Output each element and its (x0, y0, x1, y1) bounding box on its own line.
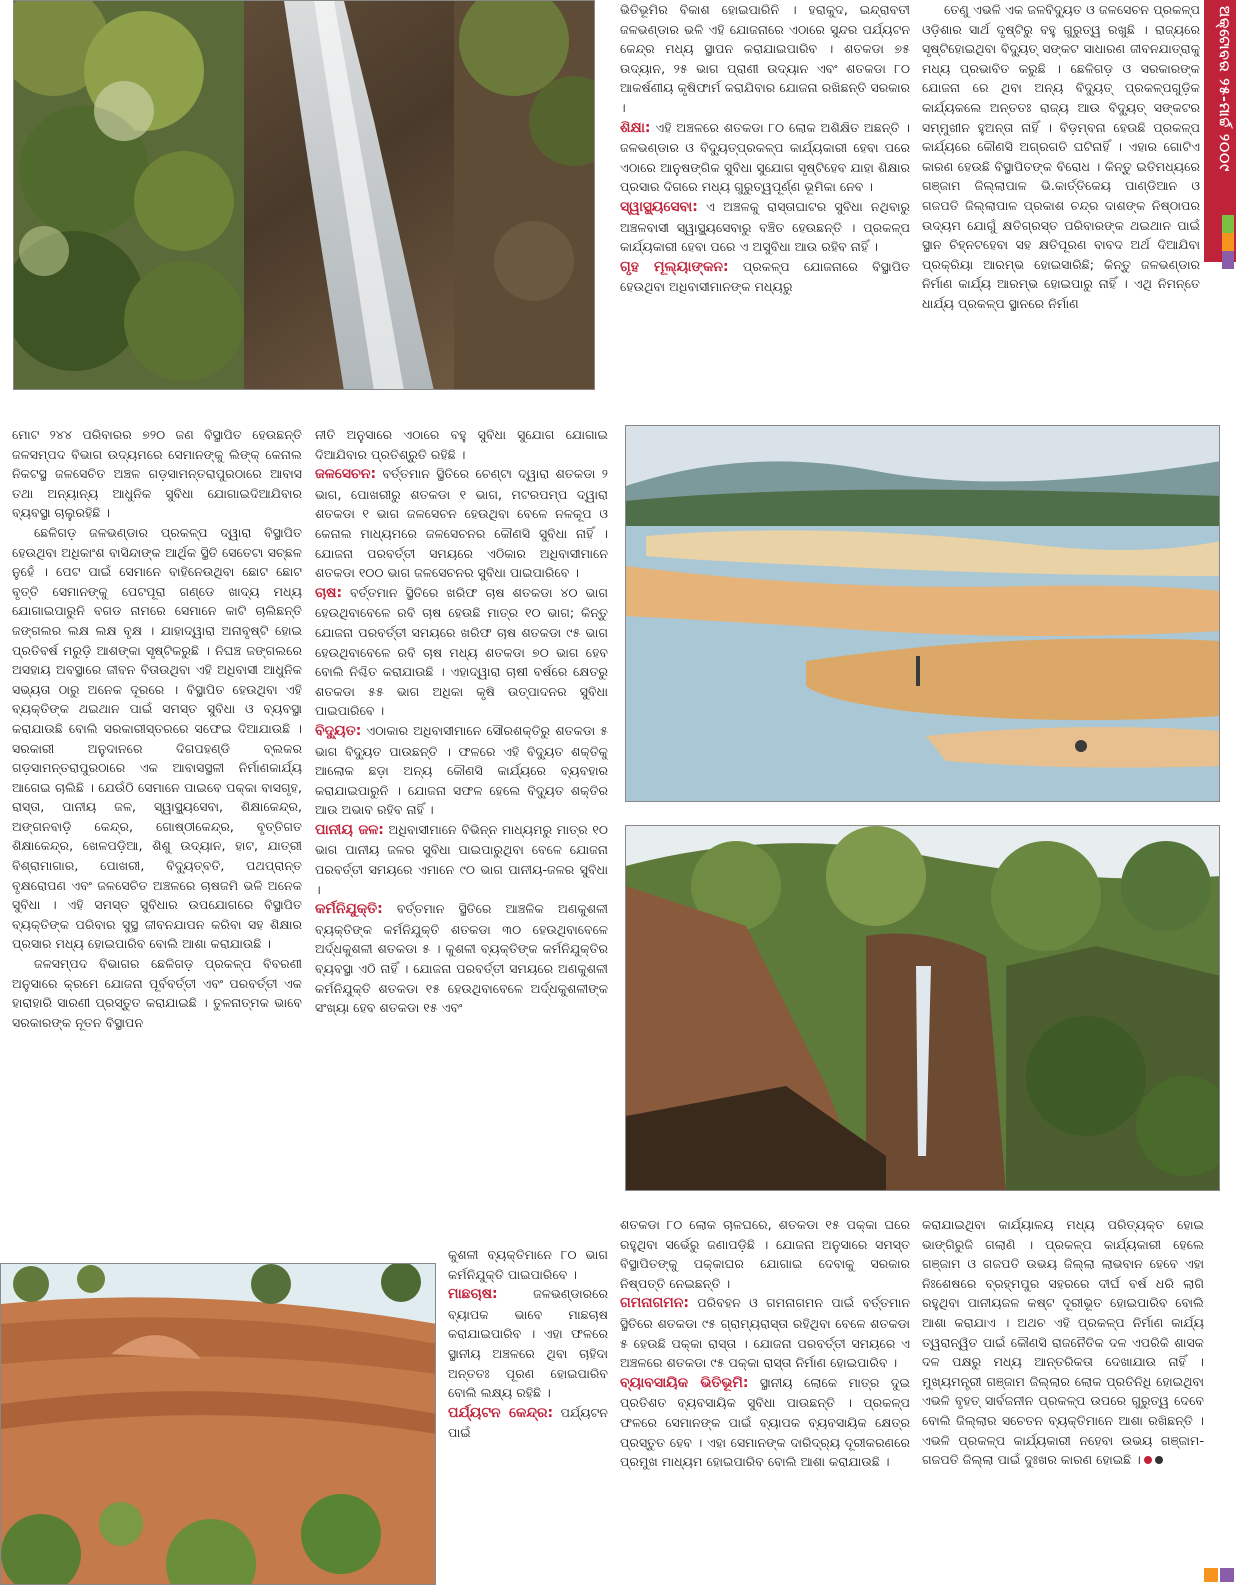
field-illustration (1, 1264, 436, 1585)
paragraph: ନୀତି ଅନୁସାରେ ଏଠାରେ ବହୁ ସୁବିଧା ସୁଯୋଗ ଯୋଗାଇ ଦିଆଯିବାର ପ୍ରତିଶ୍ରୁତି ରହିଛି । (315, 427, 608, 462)
photo-waterfall-top (13, 0, 595, 390)
paragraph: ଭିତିଭୂମିର ବିକାଶ ହୋଇପାରିନି । ହରାକୁଦ, ଇନ୍ଦ୍ରାବତୀ ଜଳଭଣ୍ଡାର ଭଳି ଏହି ଯୋଜନାରେ ଏଠାରେ ସୁନ୍ଦର ପର୍ଯ୍ୟଟନ କେନ୍ଦ୍ର ମଧ୍ୟ ସ୍ଥାପନ କରାଯାଇପାରିବ । ଶତକଡା ୭୫ ଉଦ୍ୟାନ, ୨୫ ଭାଗ ପ୍ରାଣୀ ଉଦ୍ୟାନ ଏବଂ ଶତକଡା ୮୦ ଆକର୍ଷଣୀୟ କୃଷିଫାର୍ମ କରାଯିବାର ଯୋଜନା ରଖିଛନ୍ତି ସରକାର । (620, 2, 910, 115)
paragraph: ଗୃହ ମୂଲ୍ୟାଙ୍କନ: ପ୍ରକଳ୍ପ ଯୋଜନାରେ ବିସ୍ଥାପିତ ହେଉଥିବା ଅଧିବାସୀମାନଙ୍କ ମଧ୍ୟରୁ (620, 258, 910, 295)
paragraph: ତେଣୁ ଏଭଳି ଏକ ଜଳବିଦ୍ୟୁତ ଓ ଜଳସେଚନ ପ୍ରକଳ୍ପ ଓଡ଼ିଶାର ସାର୍ଥ ଦୃଷ୍ଟିରୁ ବହୁ ଗୁରୁତ୍ୱ ରଖୁଛି । ରାଜ୍ୟରେ ସୃଷ୍ଟିହୋଇଥିବା ବିଦ୍ୟୁତ୍ ସଙ୍କଟ ସାଧାରଣ ଜୀବନଯାତ୍ରାକୁ ମଧ୍ୟ ପ୍ରଭାବିତ କରୁଛି । ଛେଳିଗଡ଼ ଓ ସରକାରଙ୍କ ଯୋଜନା ରେ ଥିବା ଅନ୍ୟ ବିଦ୍ୟୁତ୍ ପ୍ରକଳ୍ପଗୁଡ଼ିକ କାର୍ଯ୍ୟକଲେ ଅନ୍ତତଃ ରାଜ୍ୟ ଆଉ ବିଦ୍ୟୁତ୍ ସଙ୍କଟର ସମ୍ମୁଖୀନ ହୁଅନ୍ତା ନାହିଁ । ବିଡ଼ମ୍ବନା ହେଉଛି ପ୍ରକଳ୍ପ କାର୍ଯ୍ୟରେ କୌଣସି ଅଗ୍ରଗତି ଘଟିନାହିଁ । ଏହାର ଗୋଟିଏ କାରଣ ହେଉଛି ବିସ୍ଥାପିତଙ୍କ ବିରୋଧ । କିନ୍ତୁ ଇତିମଧ୍ୟରେ ଗଞ୍ଜାମ ଜିଲ୍ଲାପାଳ ଭି.କାର୍ତ୍ତିକେୟ ପାଣ୍ଡିଆନ ଓ ଗଜପତି ଜିଲ୍ଲାପାଳ ପ୍ରକାଶ ଚନ୍ଦ୍ର ଦାଶଙ୍କ ନିଷ୍ଠାପର ଉଦ୍ୟମ ଯୋଗୁଁ କ୍ଷତିଗ୍ରସ୍ତ ପରିବାରଙ୍କ ଥଇଥାନ ପାଇଁ ସ୍ଥାନ ଚିହ୍ନଟହେବା ସହ କ୍ଷତିପୂରଣ ବାବଦ ଅର୍ଥ ଦିଆଯିବା ପ୍ରକ୍ରିୟା ଆରମ୍ଭ ହୋଇସାରିଛି; କିନ୍ତୁ ଜଳଭଣ୍ଡାର ନିର୍ମାଣ କାର୍ଯ୍ୟ ଆରମ୍ଭ ହୋଇପାରୁ ନାହିଁ । ଏଥି ନିମନ୍ତେ ଧାର୍ଯ୍ୟ ପ୍ରକଳ୍ପ ସ୍ଥାନରେ ନିର୍ମାଣ (922, 2, 1200, 311)
footer-swatch-orange (1204, 1568, 1218, 1582)
paragraph: ଶିକ୍ଷା: ଏହି ଅଞ୍ଚଳରେ ଶତକଡା ୮୦ ଲୋକ ଅଶିକ୍ଷିତ ଅଛନ୍ତି । ଜଳଭଣ୍ଡାର ଓ ବିଦ୍ୟୁତ୍‌ପ୍ରକଳ୍ପ କାର୍ଯ୍ୟକାରୀ ହେବା ପରେ ଏଠାରେ ଆନୁଷଙ୍ଗିକ ସୁବିଧା ସୁଯୋଗ ସୃଷ୍ଟିହେବ ଯାହା ଶିକ୍ଷାର ପ୍ରସାର ଦିଗରେ ମଧ୍ୟ ଗୁରୁତ୍ୱପୂର୍ଣ୍ଣ ଭୂମିକା ନେବ । (620, 119, 910, 195)
column-bottom-middle (620, 1215, 910, 1585)
paragraph: କରାଯାଇଥିବା କାର୍ଯ୍ୟାଳୟ ମଧ୍ୟ ପରିତ୍ୟକ୍ତ ହୋଇ ଭାଙ୍ଗିରୁଜି ଗଲାଣି । ପ୍ରକଳ୍ପ କାର୍ଯ୍ୟକାରୀ ହେଲେ ଗଞ୍ଜାମ ଓ ଗଜପତି ଉଭୟ ଜିଲ୍ଲା ଲାଭବାନ ହେବେ ଏହା ନିଃଶେଷରେ ବ୍ରହ୍ମପୁର ସହରରେ ଦୀର୍ଘ ବର୍ଷ ଧରି ଲାଗି ରହୁଥିବା ପାନୀୟଜଳ କଷ୍ଟ ଦୂରୀଭୂତ ହୋଇପାରିବ ବୋଲି ଆଶା କରାଯାଏ । ଅଥଚ ଏହି ପ୍ରକଳ୍ପ ନିର୍ମାଣ କାର୍ଯ୍ୟ ତ୍ୱରାନ୍ୱିତ ପାଇଁ କୌଣସି ରାଜନୈତିକ ଦଳ ଏପରିକି ଶାସକ ଦଳ ପକ୍ଷରୁ ମଧ୍ୟ ଆନ୍ତରିକତା ଦେଖାଯାଉ ନାହିଁ । ମୁଖ୍ୟମନ୍ତ୍ରୀ ଗଞ୍ଜାମ ଜିଲ୍ଲାର ଲୋକ ପ୍ରତିନିଧି ହୋଇଥିବା ଏଭଳି ବୃହତ୍ ସାର୍ବଜନୀନ ପ୍ରକଳ୍ପ ଉପରେ ଗୁରୁତ୍ୱ ଦେବେ ବୋଲି ଜିଲ୍ଲାର ସଚେତନ ବ୍ୟକ୍ତିମାନେ ଆଶା ରଖିଛନ୍ତି । ଏଭଳି ପ୍ରକଳ୍ପ କାର୍ଯ୍ୟକାରୀ ନହେବା ଉଭୟ ଗଞ୍ଜାମ-ଗଜପତି ଜିଲ୍ଲା ପାଇଁ ଦୁଃଖର କାରଣ ହୋଇଛି । (922, 1217, 1204, 1468)
paragraph: ଗମନାଗମନ: ପରିବହନ ଓ ଗମନାଗମନ ପାଇଁ ବର୍ତ୍ତମାନ ସ୍ଥିତିରେ ଶତକଡା ୯୫ ଗ୍ରାମ୍ୟରାସ୍ତା ରହିଥିବା ବେଳେ ଶତକଡା ୫ ହେଉଛି ପକ୍କା ରାସ୍ତା । ଯୋଜନା ପରବର୍ତ୍ତୀ ସମୟରେ ଏ ଅଞ୍ଚଳରେ ଶତକଡା ୯୫ ପକ୍କା ରାସ୍ତା ନିର୍ମାଣ ହୋଇପାରିବ । (620, 1295, 910, 1371)
swatch-purple (1222, 251, 1234, 269)
swatch-green (1222, 215, 1234, 233)
section-heading: ବ୍ୟାବସାୟିକ ଭିତିଭୂମି: (620, 1374, 749, 1391)
paragraph: ଛେଳିଗଡ଼ ଜଳଭଣ୍ଡାର ପ୍ରକଳ୍ପ ଦ୍ୱାରା ବିସ୍ଥାପିତ ହେଉଥିବା ଅଧିକାଂଶ ବାସିନ୍ଦାଙ୍କ ଆର୍ଥିକ ସ୍ଥିତି ସେତେଟା ସଚ୍ଛଳ ନୁହେଁ । ପେଟ ପାଇଁ ସେମାନେ ବାହିନେଉଥିବା ଛୋଟ ଛୋଟ ବୃତ୍ତି ସେମାନଙ୍କୁ ପେଟପୂରା ଗଣ୍ଡେ ଖାଦ୍ୟ ମଧ୍ୟ ଯୋଗାଇପାରୁନି ବଗଡ ନାମରେ ସେମାନେ କାଟି ଚାଲିଛନ୍ତି ଜଙ୍ଗଲର ଲକ୍ଷ ଲକ୍ଷ ବୃକ୍ଷ । ଯାହାଦ୍ୱାରା ଅନାବୃଷ୍ଟି ହୋଇ ପ୍ରତିବର୍ଷ ମରୁଡ଼ି ଆଶଙ୍କା ସୃଷ୍ଟିକରୁଛି । ନିଘଞ୍ଚ ଜଙ୍ଗଲରେ ଅସହାୟ ଅବସ୍ଥାରେ ଜୀବନ ବିତାଉଥିବା ଏହି ଅଧିବାସୀ ଆଧୁନିକ ସଭ୍ୟତା ଠାରୁ ଅନେକ ଦୂରରେ । ବିସ୍ଥାପିତ ହେଉଥିବା ଏହି ବ୍ୟକ୍ତିଙ୍କ ଥଇଥାନ ପାଇଁ ସମସ୍ତ ସୁବିଧା ଓ ବ୍ୟବସ୍ଥା କରାଯାଉଛି ବୋଲି ସରକାରୀସ୍ତରରେ ସଫେଇ ଦିଆଯାଉଛି । ସରକାରୀ ଅନୁଦାନରେ ଦିଗପହଣ୍ଡି ବ୍ଲକର ଗଡ଼ସାମନ୍ତରାପୁରଠାରେ ଏକ ଆବାସସ୍ଥଳୀ ନିର୍ମାଣକାର୍ଯ୍ୟ ଆଗେଇ ଚାଲିଛି । ଯେଉଁଠି ସେମାନେ ପାଇବେ ପକ୍କା ବାସଗୃହ, ରାସ୍ତା, ପାନୀୟ ଜଳ, ସ୍ୱାସ୍ଥ୍ୟସେବା, ଶିକ୍ଷାକେନ୍ଦ୍ର, ଅଙ୍ଗନବାଡ଼ି କେନ୍ଦ୍ର, ଗୋଷ୍ଠୀକେନ୍ଦ୍ର, ବୃତ୍ତିଗତ ଶିକ୍ଷାକେନ୍ଦ୍ର, ଖେଳପଡ଼ିଆ, ଶିଶୁ ଉଦ୍ୟାନ, ହାଟ, ଯାତ୍ରୀ ବିଶ୍ରାମାଗାର, ପୋଖରୀ, ବିଦ୍ୟୁତ୍‌ବତି, ପଥପ୍ରାନ୍ତ ବୃକ୍ଷରୋପଣ ଏବଂ ଜଳସେଚିତ ଅଞ୍ଚଳରେ ଚାଷଜମି ଭଳି ଅନେକ ସୁବିଧା । ଏହି ସମସ୍ତ ସୁବିଧାର ଉପଯୋଗରେ ବିସ୍ଥାପିତ ବ୍ୟକ୍ତିଙ୍କ ପରିବାର ସୁସ୍ଥ ଜୀବନଯାପନ କରିବା ସହ ଶିକ୍ଷାର ପ୍ରସାର ମଧ୍ୟ ହୋଇପାରିବ ବୋଲି ଆଶା କରାଯାଉଛି । (12, 524, 302, 952)
section-heading: ଗୃହ ମୂଲ୍ୟାଙ୍କନ: (620, 258, 729, 275)
photo-river (625, 425, 1220, 802)
column-middle (315, 425, 608, 1240)
running-head-text: ଅକ୍ଟୋବର ୨୫-ମାର୍ଚ୍ଚ ୨୦୦୯ (1216, 6, 1232, 173)
section-heading: ପର୍ଯ୍ୟଟନ କେନ୍ଦ୍ର: (448, 1404, 554, 1421)
paragraph: ବ୍ୟାବସାୟିକ ଭିତିଭୂମି: ସ୍ଥାନୀୟ ଲୋକେ ମାତ୍ର ଦୁଇ ପ୍ରତିଶତ ବ୍ୟବସାୟିକ ସୁବିଧା ପାଉଛନ୍ତି । ପ୍ରକଳ୍ପ ଫଳରେ ସେମାନଙ୍କ ପାଇଁ ବ୍ୟାପକ ବ୍ୟବସାୟିକ କ୍ଷେତ୍ର ପ୍ରସ୍ତୁତ ହେବ । ଏହା ସେମାନଙ୍କ ଦାରିଦ୍ର୍ୟ ଦୂରୀକରଣରେ ପ୍ରମୁଖ ମାଧ୍ୟମ ହୋଇପାରିବ ବୋଲି ଆଶା କରାଯାଉଛି । (620, 1374, 910, 1470)
waterfall-illustration (14, 1, 595, 390)
paragraph: ଚାଷ: ବର୍ତ୍ତମାନ ସ୍ଥିତିରେ ଖରିଫ ଚାଷ ଶତକଡା ୪୦ ଭାଗ ହେଉଥିବାବେଳେ ରବି ଚାଷ ହେଉଛି ମାତ୍ର ୧୦ ଭାଗ; କିନ୍ତୁ ଯୋଜନା ପରବର୍ତ୍ତୀ ସମୟରେ ଖରିଫ ଚାଷ ଶତକଡା ୯୫ ଭାଗ ହେଉଥିବାବେଳେ ରବି ଚାଷ ମଧ୍ୟ ଶତକଡା ୭୦ ଭାଗ ହେବ ବୋଲି ନିଶ୍ଚିତ କରାଯାଉଛି । ଏହାଦ୍ୱାରା ଚାଷୀ ବର୍ଷରେ କ୍ଷେତରୁ ଶତକଡା ୫୫ ଭାଗ ଅଧିକା କୃଷି ଉତ୍ପାଦନର ସୁବିଧା ପାଇପାରିବେ । (315, 584, 608, 719)
paragraph: ପର୍ଯ୍ୟଟନ କେନ୍ଦ୍ର: ପର୍ଯ୍ୟଟନ ପାଇଁ (448, 1404, 608, 1441)
photo-waterfall-gorge (625, 825, 1220, 1191)
paragraph: ଜଳସମ୍ପଦ ବିଭାଗର ଛେଳିଗଡ଼ ପ୍ରକଳ୍ପ ବିବରଣୀ ଅନୁସାରେ କ୍ରମେ ଯୋଜନା ପୂର୍ବବର୍ତ୍ତୀ ଏବଂ ପରବର୍ତ୍ତୀ ଏକ ହାରାହାରି ସାରଣୀ ପ୍ରସ୍ତୁତ କରାଯାଇଛି । ତୁଳନାତ୍ମକ ଭାବେ ସରକାରଙ୍କ ନୂତନ ବିସ୍ଥାପନ (12, 956, 302, 1030)
section-heading: ବିଦ୍ୟୁତ: (315, 722, 362, 739)
footer-swatch-purple (1220, 1568, 1234, 1582)
column-left (12, 425, 302, 1255)
column-top-right (922, 0, 1200, 418)
paragraph: ସ୍ୱାସ୍ଥ୍ୟସେବା: ଏ ଅଞ୍ଚଳକୁ ରାସ୍ତାଘାଟର ସୁବିଧା ନଥିବାରୁ ଅଞ୍ଚଳବାସୀ ସ୍ୱାସ୍ଥ୍ୟସେବାରୁ ବଞ୍ଚିତ ହେଉଛନ୍ତି । ପ୍ରକଳ୍ପ କାର୍ଯ୍ୟକାରୀ ହେବା ପରେ ଏ ଅସୁବିଧା ଆଉ ରହିବ ନାହିଁ । (620, 198, 910, 255)
paragraph: ମୋଟ ୨୪୪ ପରିବାରର ୭୨୦ ଜଣ ବିସ୍ଥାପିତ ହେଉଛନ୍ତି ଜଳସମ୍ପଦ ବିଭାଗ ଉଦ୍ୟମରେ ସେମାନଙ୍କୁ ଲିଙ୍କ୍ କେନାଲ ନିକଟସ୍ଥ ଜଳସେଚିତ ଅଞ୍ଚଳ ଗଡ଼ସାମନ୍ତରାପୁରଠାରେ ଆବାସ ତଥା ଅନ୍ୟାନ୍ୟ ଆଧୁନିକ ସୁବିଧା ଯୋଗାଇଦିଆଯିବାର ବ୍ୟବସ୍ଥା ଚାଲୁରହିଛି । (12, 427, 302, 521)
gorge-illustration (626, 826, 1220, 1191)
paragraph: ଶତକଡା ୮୦ ଲୋକ ଚାଳଘରେ, ଶତକଡା ୧୫ ପକ୍କା ଘରେ ରହୁଥିବା ସର୍ଭେରୁ ଜଣାପଡ଼ିଛି । ଯୋଜନା ଅନୁସାରେ ସମସ୍ତ ବିସ୍ଥାପିତଙ୍କୁ ପକ୍କାଘର ଯୋଗାଇ ଦେବାକୁ ସରକାର ନିଷ୍ପତ୍ତି ନେଇଛନ୍ତି । (620, 1217, 910, 1291)
end-mark-icon (1155, 1456, 1163, 1464)
paragraph: ମାଛଚାଷ: ଜଳଭଣ୍ଡାରରେ ବ୍ୟାପକ ଭାବେ ମାଛଚାଷ କରାଯାଇପାରିବ । ଏହା ଫଳରେ ସ୍ଥାନୀୟ ଅଞ୍ଚଳରେ ଥିବା ଚାହିଦା ଅନ୍ତତଃ ପୂରଣ ହୋଇପାରିବ ବୋଲି ଲକ୍ଷ୍ୟ ରହିଛି । (448, 1286, 608, 1401)
section-heading: କର୍ମନିଯୁକ୍ତି: (315, 901, 383, 918)
paragraph: କୁଶଳୀ ବ୍ୟକ୍ତିମାନେ ୮୦ ଭାଗ କର୍ମନିଯୁକ୍ତି ପାଇପାରିବେ । (448, 1247, 608, 1282)
section-heading: ଜଳସେଚନ: (315, 466, 377, 483)
section-heading: ଶିକ୍ଷା: (620, 119, 651, 136)
paragraph: କର୍ମନିଯୁକ୍ତି: ବର୍ତ୍ତମାନ ସ୍ଥିତିରେ ଆଞ୍ଚଳିକ ଅଣକୁଶଳୀ ବ୍ୟକ୍ତିଙ୍କ କର୍ମନିଯୁକ୍ତି ଶତକଡା ୩୦ ହେଉଥିବାବେଳେ ଅର୍ଦ୍ଧକୁଶଳୀ ଶତକଡା ୫ । କୁଶଳୀ ବ୍ୟକ୍ତିଙ୍କ କର୍ମନିଯୁକ୍ତିର ବ୍ୟବସ୍ଥା ଏଠି ନାହିଁ । ଯୋଜନା ପରବର୍ତ୍ତୀ ସମୟରେ ଅଣକୁଶଳୀ କର୍ମନିଯୁକ୍ତି ଶତକଡା ୧୫ ହେଉଥିବାବେଳେ ଅର୍ଦ୍ଧକୁଶଳୀଙ୍କ ସଂଖ୍ୟା ହେବ ଶତକଡା ୧୫ ଏବଂ (315, 901, 608, 1016)
swatch-orange (1222, 233, 1234, 251)
column-bottom-small (448, 1245, 608, 1585)
section-heading: ପାନୀୟ ଜଳ: (315, 821, 384, 838)
section-heading: ମାଛଚାଷ: (448, 1286, 498, 1303)
end-mark-icon (1144, 1456, 1152, 1464)
section-heading: ସ୍ୱାସ୍ଥ୍ୟସେବା: (620, 198, 698, 215)
section-heading: ଗମନାଗମନ: (620, 1295, 689, 1312)
column-bottom-right (922, 1215, 1204, 1585)
paragraph: ଜଳସେଚନ: ବର୍ତ୍ତମାନ ସ୍ଥିତିରେ ଚେଣ୍ଟା ଦ୍ୱାରା ଶତକଡା ୨ ଭାଗ, ପୋଖରୀରୁ ଶତକଡା ୧ ଭାଗ, ମଟରପମ୍ପ ଦ୍ୱାରା ଶତକଡା ୧ ଭାଗ ଜଳସେଚନ ହେଉଥିବା ବେଳେ ନଳକୂପ ଓ କେନାଲ ମାଧ୍ୟମରେ ଜଳସେଚନର କୌଣସି ସୁବିଧା ନାହିଁ । ଯୋଜନା ପରବର୍ତ୍ତୀ ସମୟରେ ଏଠିକାର ଅଧିବାସୀମାନେ ଶତକଡା ୧୦୦ ଭାଗ ଜଳସେଚନର ସୁବିଧା ପାଇପାରିବେ । (315, 466, 608, 581)
paragraph: ପାନୀୟ ଜଳ: ଅଧିବାସୀମାନେ ବିଭିନ୍ନ ମାଧ୍ୟମରୁ ମାତ୍ର ୧୦ ଭାଗ ପାନୀୟ ଜଳର ସୁବିଧା ପାଇପାରୁଥିବା ବେଳେ ଯୋଜନା ପରବର୍ତ୍ତୀ ସମୟରେ ଏମାନେ ୯୦ ଭାଗ ପାନୀୟ-ଜଳର ସୁବିଧା । (315, 821, 608, 897)
paragraph: ବିଦ୍ୟୁତ: ଏଠାକାର ଅଧିବାସୀମାନେ ସୌରଶକ୍ତିରୁ ଶତକଡା ୫ ଭାଗ ବିଦ୍ୟୁତ ପାଉଛନ୍ତି । ଫଳରେ ଏହି ବିଦ୍ୟୁତ ଶକ୍ତିକୁ ଆଲୋକ ଛଡ଼ା ଅନ୍ୟ କୌଣସି କାର୍ଯ୍ୟରେ ବ୍ୟବହାର କରାଯାଇପାରୁନି । ଯୋଜନା ସଫଳ ହେଲେ ବିଦ୍ୟୁତ ଶକ୍ତିର ଆଉ ଅଭାବ ରହିବ ନାହିଁ । (315, 722, 608, 818)
section-heading: ଚାଷ: (315, 584, 343, 601)
photo-field (0, 1263, 436, 1585)
river-illustration (626, 426, 1220, 802)
column-top-middle (620, 0, 910, 418)
